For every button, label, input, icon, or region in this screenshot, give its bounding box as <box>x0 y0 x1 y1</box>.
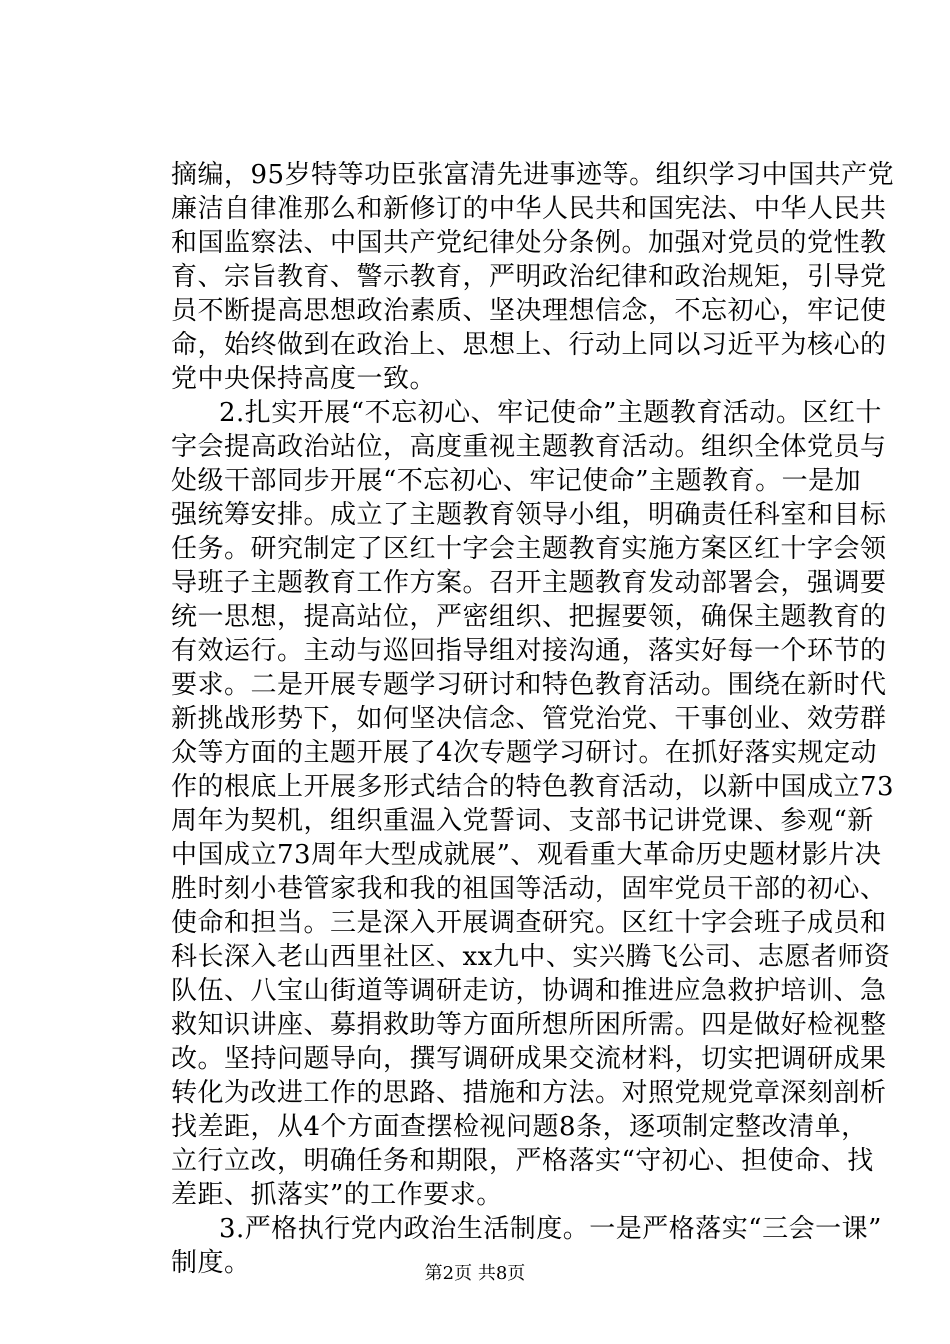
paragraph-line: 制度。 <box>171 1248 251 1278</box>
paragraph-first-line: 2.扎实开展“不忘初心、牢记使命”主题教育活动。区红十 <box>219 398 882 428</box>
paragraph-line: 党中央保持高度一致。 <box>171 364 437 394</box>
paragraph-line: 命，始终做到在政治上、思想上、行动上同以习近平为核心的 <box>171 330 887 360</box>
paragraph-line: 任务。研究制定了区红十字会主题教育实施方案区红十字会领 <box>171 534 887 564</box>
paragraph-line: 使命和担当。三是深入开展调查研究。区红十字会班子成员和 <box>171 908 887 938</box>
paragraph-line: 队伍、八宝山街道等调研走访，协调和推进应急救护培训、急 <box>171 976 887 1006</box>
paragraph-line: 找差距，从4个方面查摆检视问题8条，逐项制定整改清单， <box>171 1112 868 1142</box>
paragraph-line: 导班子主题教育工作方案。召开主题教育发动部署会，强调要 <box>171 568 887 598</box>
paragraph-line: 新挑战形势下，如何坚决信念、管党治党、干事创业、效劳群 <box>171 704 887 734</box>
paragraph-line: 胜时刻小巷管家我和我的祖国等活动，固牢党员干部的初心、 <box>171 874 887 904</box>
paragraph-first-line: 3.严格执行党内政治生活制度。一是严格落实“三会一课” <box>219 1214 882 1244</box>
paragraph-line: 要求。二是开展专题学习研讨和特色教育活动。围绕在新时代 <box>171 670 887 700</box>
paragraph-line: 差距、抓落实”的工作要求。 <box>171 1180 503 1210</box>
paragraph-line: 有效运行。主动与巡回指导组对接沟通，落实好每一个环节的 <box>171 636 887 666</box>
paragraph-line: 廉洁自律准那么和新修订的中华人民共和国宪法、中华人民共 <box>171 194 887 224</box>
paragraph-line: 员不断提高思想政治素质、坚决理想信念，不忘初心，牢记使 <box>171 296 887 326</box>
paragraph-line: 摘编，95岁特等功臣张富清先进事迹等。组织学习中国共产党 <box>171 160 895 190</box>
paragraph-line: 改。坚持问题导向，撰写调研成果交流材料，切实把调研成果 <box>171 1044 887 1074</box>
paragraph-line: 强统筹安排。成立了主题教育领导小组，明确责任科室和目标 <box>171 500 887 530</box>
paragraph-line: 字会提高政治站位，高度重视主题教育活动。组织全体党员与 <box>171 432 887 462</box>
paragraph-line: 中国成立73周年大型成就展”、观看重大革命历史题材影片决 <box>171 840 882 870</box>
paragraph-line: 和国监察法、中国共产党纪律处分条例。加强对党员的党性教 <box>171 228 887 258</box>
paragraph-line: 立行立改，明确任务和期限，严格落实“守初心、担使命、找 <box>171 1146 874 1176</box>
paragraph-line: 救知识讲座、募捐救助等方面所想所困所需。四是做好检视整 <box>171 1010 887 1040</box>
paragraph-line: 作的根底上开展多形式结合的特色教育活动，以新中国成立73 <box>171 772 895 802</box>
paragraph-line: 众等方面的主题开展了4次专题学习研讨。在抓好落实规定动 <box>171 738 878 768</box>
paragraph-line: 周年为契机，组织重温入党誓词、支部书记讲党课、参观“新 <box>171 806 874 836</box>
paragraph-line: 统一思想，提高站位，严密组织、把握要领，确保主题教育的 <box>171 602 887 632</box>
paragraph-line: 转化为改进工作的思路、措施和方法。对照党规党章深刻剖析 <box>171 1078 887 1108</box>
page-number-footer: 第2页 共8页 <box>424 1263 526 1284</box>
paragraph-line: 育、宗旨教育、警示教育，严明政治纪律和政治规矩，引导党 <box>171 262 887 292</box>
paragraph-line: 科长深入老山西里社区、xx九中、实兴腾飞公司、志愿者师资 <box>171 942 891 972</box>
paragraph-line: 处级干部同步开展“不忘初心、牢记使命”主题教育。一是加 <box>171 466 862 496</box>
